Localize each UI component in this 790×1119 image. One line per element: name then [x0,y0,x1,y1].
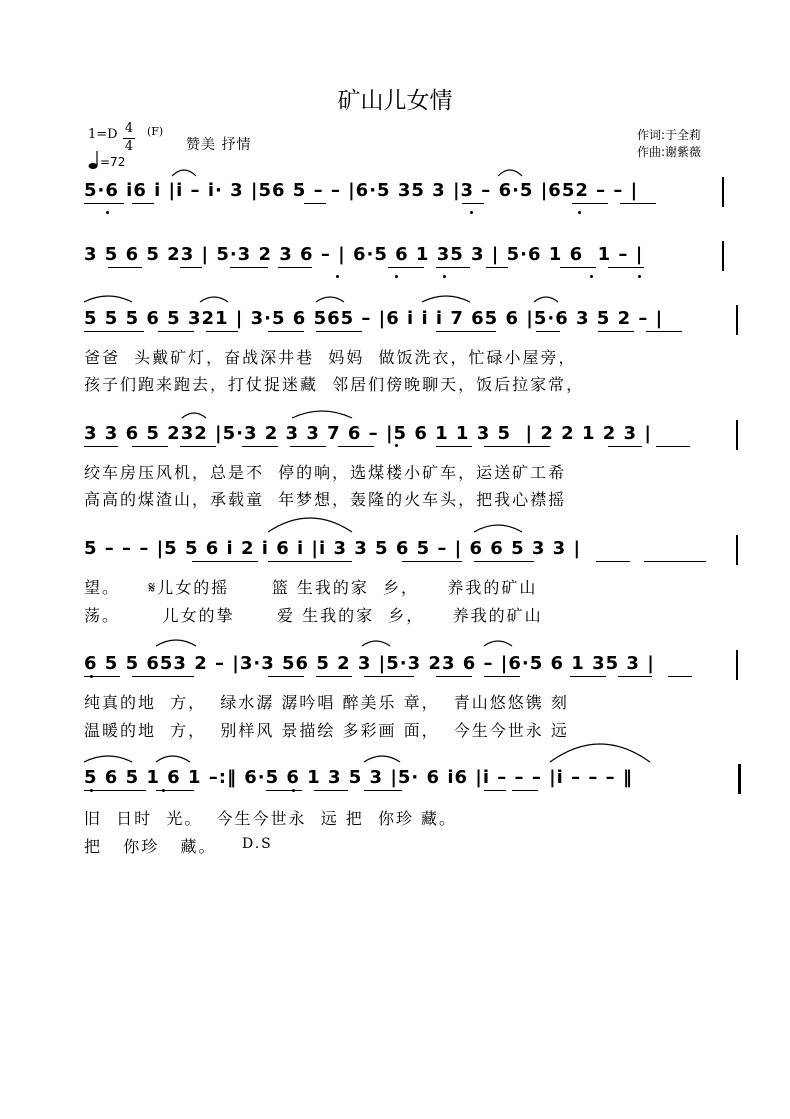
octave-dot [638,275,641,278]
beam [230,267,268,268]
dal-segno-mark: D.S [242,836,273,852]
beam [158,331,194,332]
beam [668,676,692,677]
beam [436,446,472,447]
lyricist-credit: 作词:于全莉 [637,128,702,142]
beam [268,561,352,562]
beam [436,331,496,332]
beam [304,203,326,204]
beam [268,676,304,677]
beam [180,446,216,447]
beam [132,203,154,204]
beam [484,676,520,677]
beam [560,267,596,268]
score-line-3: 5 5 5 6 5 321 | 3·5 6 565 – |6 i i i 7 65 6 |5·6 3 5 2 – | [84,308,664,329]
score-line-5: 5 – – – |5 5 6 i 2 i 6 i |i 3 3 5 6 5 – | 6 6 5 3 3 | [84,538,582,559]
octave-dot [443,275,446,278]
time-signature-top: 4 [124,121,134,136]
lyric-verse1-line6: 纯真的地 方， 绿水潺 潺吟唱 醉美乐 章， 青山悠悠镌 刻 [84,693,569,712]
beam [316,676,352,677]
expression-mark: 赞美 抒情 [186,137,252,153]
beam [84,446,118,447]
beam [484,790,506,791]
beam [596,561,630,562]
lyric-verse2-line3: 孩子们跑来跑去，打仗捉迷藏 邻居们傍晚聊天，饭后拉家常， [84,375,585,394]
beam [598,331,634,332]
beam [656,446,690,447]
octave-dot [395,275,398,278]
score-line-4: 3 3 6 5 232 |5·3 2 3 3 7 6 – |5 6 1 1 3 5 | 2 2 1 2 3 | [84,423,652,444]
beam [646,331,682,332]
beam [338,446,374,447]
octave-dot [162,789,165,792]
barline [736,420,738,450]
octave-dot [106,211,109,214]
barline [736,535,738,565]
beam [180,267,202,268]
beam [364,790,402,791]
score-line-6: 6 5 5 653 2 – |3·3 56 5 2 3 |5·3 23 6 – |6·5 6 1 35 3 | [84,653,655,674]
beam [266,790,302,791]
time-signature-bottom: 4 [124,139,134,154]
beam [268,331,304,332]
lyric-verse2-line6: 温暖的地 方， 别样风 景描绘 多彩画 面， 今生今世永 远 [84,721,569,740]
beam [84,203,124,204]
beam [608,267,644,268]
beam [402,561,462,562]
beam [486,267,508,268]
beam [364,676,414,677]
tempo-marking: =72 [100,155,126,169]
beam [108,267,142,268]
beam [570,676,606,677]
beam [462,203,484,204]
barline [722,177,724,207]
beam [192,561,258,562]
beam [484,446,550,447]
score-line-1: 5·6 i6 i |i – i· 3 |56 5 – – |6·5 35 3 |3 – 6·5 |652 – – | [84,180,639,201]
octave-dot [336,275,339,278]
beam [132,676,194,677]
octave-dot [578,211,581,214]
beam [618,676,652,677]
score-line-2: 3 5 6 5 23 | 5·3 2 3 6 – | 6·5 6 1 35 3 | 5·6 1 6 1 – | [84,244,644,265]
octave-dot [90,789,93,792]
barline [736,305,738,335]
key-signature: 1=D [88,127,118,142]
lyric-verse2-line5: 荡。 儿女的挚 爱 生我的家 乡， 养我的矿山 [84,606,543,625]
composer-credit: 作曲:谢紫薇 [637,145,702,159]
octave-dot [292,789,295,792]
beam [436,676,472,677]
lyric-verse1-line5: 望。 𝄋儿女的摇 篮 生我的家 乡， 养我的矿山 [84,578,538,597]
beam [206,331,238,332]
beam [620,203,656,204]
beam [84,790,146,791]
barline [736,650,738,680]
score-line-7: 5 6 5 1 6 1 –:‖ 6·5 6 1 3 5 3 |5· 6 i6 |i – – – |i – – – ‖ [84,767,633,788]
beam [644,561,706,562]
lyric-verse1-line7: 旧 日时 光。 今生今世永 远 把 你珍 藏。 [84,809,458,828]
beam [84,331,144,332]
octave-dot [590,275,593,278]
beam [536,331,560,332]
octave-dot [90,675,93,678]
beam [436,267,470,268]
beam [388,267,424,268]
lyric-verse2-line4: 高高的煤渣山，承载童 年梦想，轰隆的火车头，把我心襟摇 [84,490,567,509]
song-title: 矿山儿女情 [337,88,453,114]
beam [316,331,362,332]
final-barline [738,764,741,794]
lyric-verse1-line4: 绞车房压风机，总是不 停的响，选煤楼小矿车，运送矿工希 [84,463,567,482]
octave-dot [395,444,398,447]
beam [242,446,278,447]
octave-dot [470,211,473,214]
beam [608,446,642,447]
beam [572,203,608,204]
beam [314,790,348,791]
lyric-verse2-line7: 把 你珍 藏。 [84,837,217,856]
beam [474,561,534,562]
beam [290,446,326,447]
beam [278,267,312,268]
beam [132,446,168,447]
beam [512,790,538,791]
barline [722,241,724,271]
alt-key: (F) [147,125,164,138]
lyric-verse1-line3: 爸爸 头戴矿灯，奋战深井巷 妈妈 做饭洗衣，忙碌小屋旁， [84,348,577,367]
